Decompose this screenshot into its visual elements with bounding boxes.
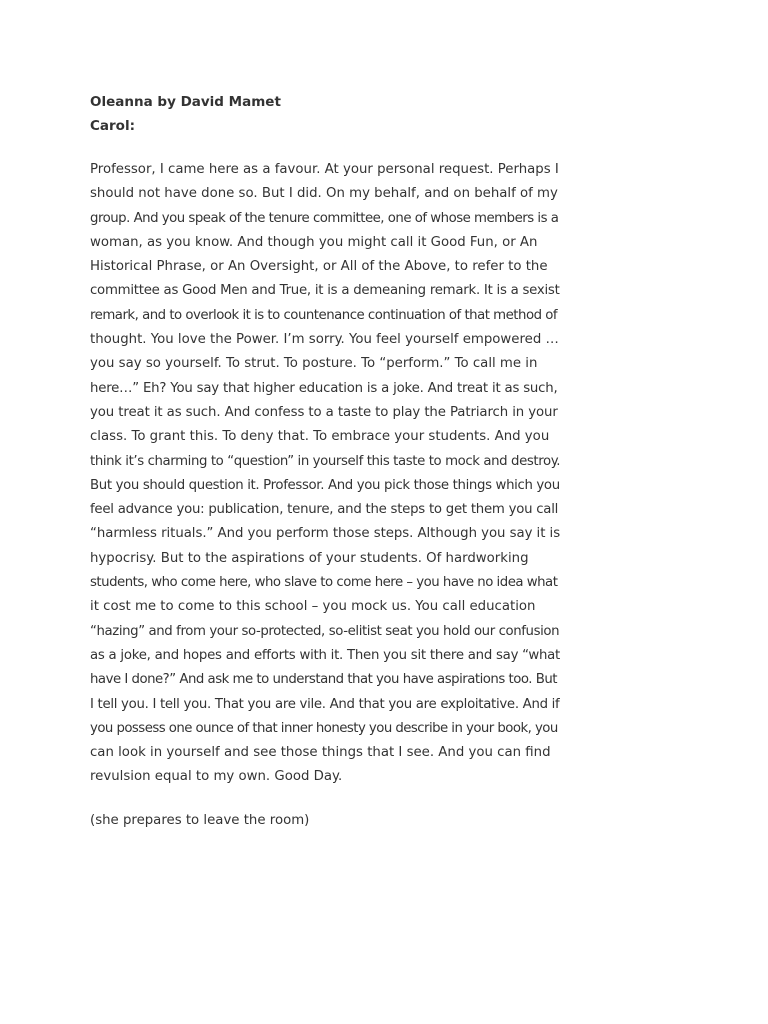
document-page [90, 90, 560, 833]
monologue-line: have I done?” And ask me to understand that you have aspirations too. But [90, 672, 557, 688]
monologue-line: revulsion equal to my own. Good Day. [90, 769, 343, 785]
monologue-line: you say so yourself. To strut. To posture. To “perform.” To call me in [90, 356, 538, 372]
monologue-line: it cost me to come to this school – you mock us. You call education [90, 599, 536, 615]
document-title: Oleanna by David Mamet [90, 94, 281, 110]
monologue-line: as a joke, and hopes and efforts with it. Then you sit there and say “what [90, 647, 561, 663]
monologue-line: here…” Eh? You say that higher education is a joke. And treat it as such, [90, 380, 558, 396]
monologue-line: committee as Good Men and True, it is a demeaning remark. It is a sexist [90, 283, 560, 299]
monologue-line: think it’s charming to “question” in yourself this taste to mock and destroy. [90, 453, 561, 469]
monologue-line: “hazing” and from your so-protected, so-elitist seat you hold our confusion [90, 623, 560, 639]
monologue-line: Historical Phrase, or An Oversight, or All of the Above, to refer to the [90, 259, 548, 275]
monologue-line: can look in yourself and see those things that I see. And you can find [90, 745, 551, 761]
monologue-line: should not have done so. But I did. On my behalf, and on behalf of my [90, 186, 558, 202]
monologue-line: “harmless rituals.” And you perform those steps. Although you say it is [90, 526, 561, 542]
monologue-line: you treat it as such. And confess to a taste to play the Patriarch in your [90, 404, 558, 420]
monologue-line: group. And you speak of the tenure committee, one of whose members is a [90, 210, 559, 226]
monologue-line: I tell you. I tell you. That you are vile. And that you are exploitative. And if [90, 696, 560, 712]
monologue-line: thought. You love the Power. I’m sorry. You feel yourself empowered … [90, 332, 559, 348]
monologue-line: hypocrisy. But to the aspirations of your students. Of hardworking [90, 550, 529, 566]
monologue-line: class. To grant this. To deny that. To embrace your students. And you [90, 429, 550, 445]
monologue-line: students, who come here, who slave to come here – you have no idea what [90, 575, 558, 591]
monologue-line: remark, and to overlook it is to countenance continuation of that method of [90, 307, 558, 323]
monologue-text [90, 158, 560, 790]
monologue-line: feel advance you: publication, tenure, and the steps to get them you call [90, 502, 559, 518]
monologue-line: woman, as you know. And though you might call it Good Fun, or An [90, 234, 538, 250]
speaker-name: Carol: [90, 118, 135, 134]
monologue-line: But you should question it. Professor. And you pick those things which you [90, 477, 560, 493]
monologue-line: Professor, I came here as a favour. At your personal request. Perhaps I [90, 162, 559, 177]
stage-direction: (she prepares to leave the room) [90, 812, 310, 828]
monologue-line: you possess one ounce of that inner honesty you describe in your book, you [90, 720, 558, 736]
